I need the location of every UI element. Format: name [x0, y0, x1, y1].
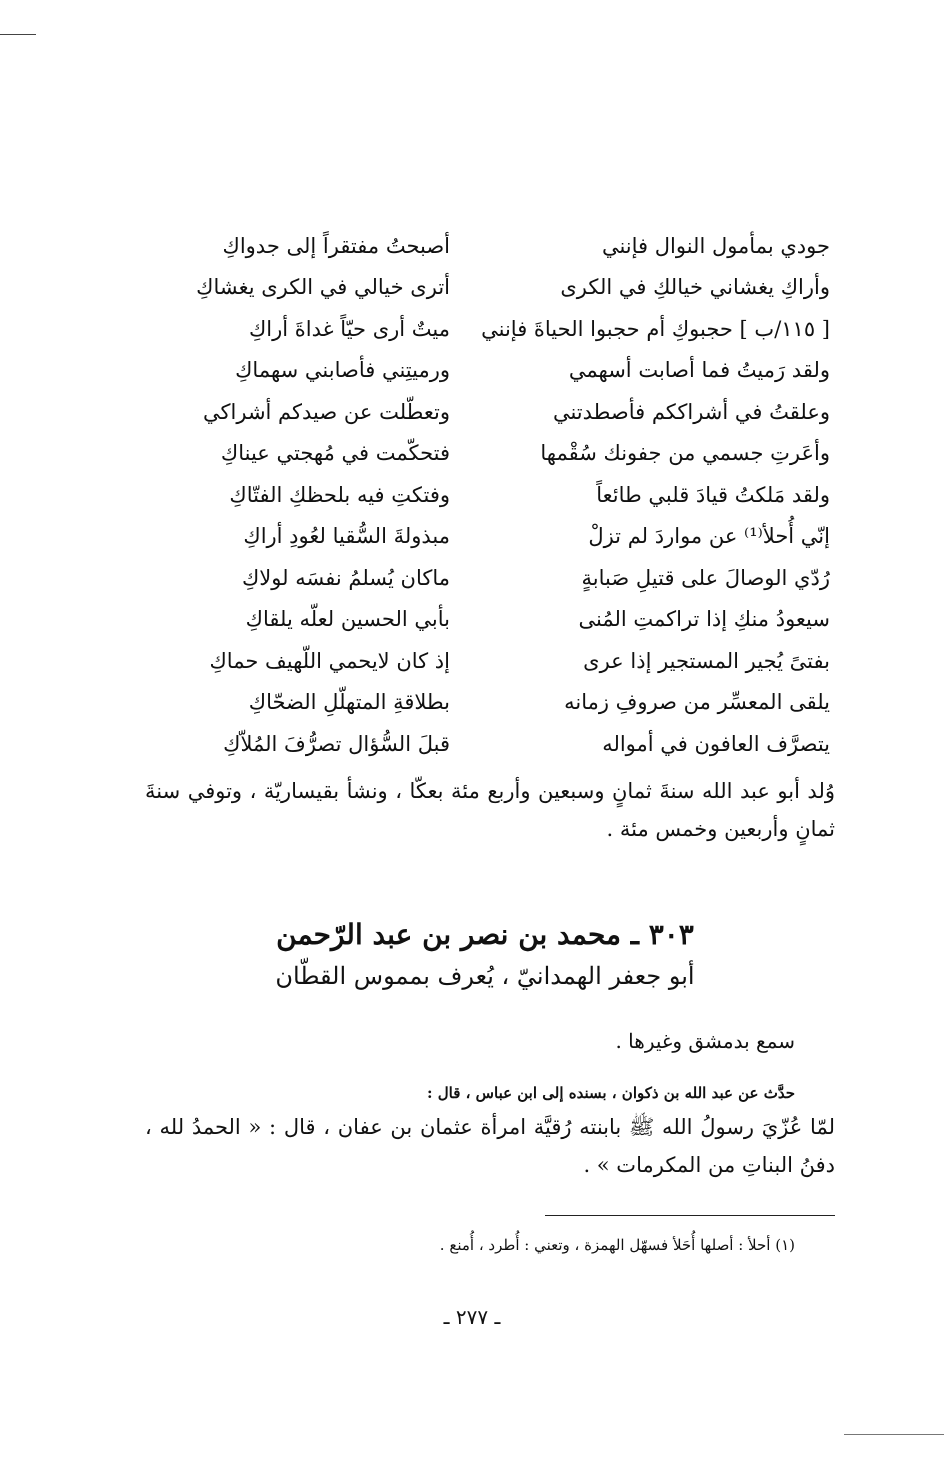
verse-first-half: يلقى المعسِّر من صروفِ زمانه — [564, 690, 830, 715]
verse-second-half: وفتكتِ فيه بلحظكِ الفتّاكِ — [229, 482, 450, 507]
poem — [140, 225, 830, 765]
corner-rule — [0, 34, 36, 35]
heard-paragraph: سمع بدمشق وغيرها . — [615, 1029, 795, 1053]
verse-first-half: وأراكِ يغشاني خيالكِ في الكرى — [560, 275, 830, 300]
verse-first-half: ولقد مَلكتُ قيادَ قلبي طائعاً — [596, 482, 830, 507]
footnote-divider — [545, 1215, 835, 1216]
verse-second-half: أترى خيالي في الكرى يغشاكِ — [196, 275, 450, 300]
verse — [140, 682, 830, 724]
verse-first-half: جودي بمأمول النوال فإنني — [601, 233, 830, 258]
verse-first-half: بفتىً يُجير المستجير إذا عرى — [583, 648, 830, 673]
verse-first-half: يتصرَّف العافون في أمواله — [602, 731, 830, 756]
verse — [140, 308, 830, 350]
verse-second-half: ورميتِني فأصابني سهماكِ — [235, 358, 450, 383]
hadith-paragraph: لمّا عُزّيَ رسولُ الله ﷺ بابنته رُقيَّة امرأة عثمان بن عفان ، قال : « الحمدُ لله ، دفنُ البناتِ من المكرمات » . — [145, 1115, 835, 1177]
footnote: (١) أحلأ : أصلها أُحَلأ فسهّل الهمزة ، وتعني : أُطرد ، أُمنع . — [439, 1236, 795, 1254]
entry-subtitle: أبو جعفر الهمدانيّ ، يُعرف بمموس القطّان — [275, 962, 695, 990]
page-number: ـ ٢٧٧ ـ — [443, 1305, 501, 1329]
verse — [140, 723, 830, 765]
verse-first-half: إنّي أُحلأ⁽¹⁾ عن مواردَ لم تزلْ — [588, 524, 830, 549]
verse — [140, 267, 830, 309]
verse — [140, 391, 830, 433]
verse-first-half: وأعَرتِ جسمي من جفونك سُقْمها — [540, 441, 830, 466]
verse-second-half: أصبحتُ مفتقراً إلى جدواكِ — [222, 233, 450, 258]
verse-first-half: [ ١١٥/ب ] حجبوكِ أم حجبوا الحياةَ فإنني — [481, 316, 830, 341]
verse-first-half: سيعودُ منكِ إذا تراكمتِ المُنى — [578, 607, 830, 632]
entry-title: ٣٠٣ ـ محمد بن نصر بن عبد الرّحمن — [276, 918, 694, 951]
verse-second-half: بأبي الحسين لعلّه يلقاكِ — [245, 607, 450, 632]
verse — [140, 225, 830, 267]
verse — [140, 433, 830, 475]
verse-first-half: وعلقتُ في أشراككم فأصطدتني — [552, 399, 830, 424]
verse — [140, 350, 830, 392]
verse-second-half: قبلَ السُّؤال تصرُّفَ المُلاّكِ — [223, 731, 450, 756]
isnad-paragraph: حدَّث عن عبد الله بن ذكوان ، بسنده إلى ابن عباس ، قال : — [427, 1084, 795, 1102]
verse — [140, 557, 830, 599]
verse-second-half: ميتٌ أرى حيّاً غداةَ أراكِ — [249, 316, 450, 341]
verse — [140, 474, 830, 516]
verse-second-half: ماكان يُسلمُ نفسَه لولاكِ — [242, 565, 450, 590]
verse-first-half: رُدّي الوصالَ على قتيلِ صَبابةٍ — [581, 565, 830, 590]
verse-first-half: ولقد رَميتُ فما أصابت أسهمي — [568, 358, 830, 383]
verse-second-half: بطلاقةِ المتهلّلِ الضحّاكِ — [248, 690, 450, 715]
verse-second-half: مبذولةَ السُّقيا لعُودِ أراكِ — [243, 524, 450, 549]
verse-second-half: فتحكّمت في مُهجتي عيناكِ — [220, 441, 450, 466]
bottom-rule — [844, 1434, 944, 1435]
verse-second-half: إذ كان لايحمي اللّهيف حماكِ — [209, 648, 450, 673]
verse-second-half: وتعطّلت عن صيدكم أشراكي — [203, 399, 450, 424]
verse — [140, 599, 830, 641]
verse — [140, 640, 830, 682]
biography-paragraph: وُلد أبو عبد الله سنةَ ثمانٍ وسبعين وأربع مئة بعكّا ، ونشأ بقيساريّة ، وتوفي سنةَ ثمانٍ وأربعين وخمس مئة . — [145, 779, 835, 841]
verse — [140, 516, 830, 558]
